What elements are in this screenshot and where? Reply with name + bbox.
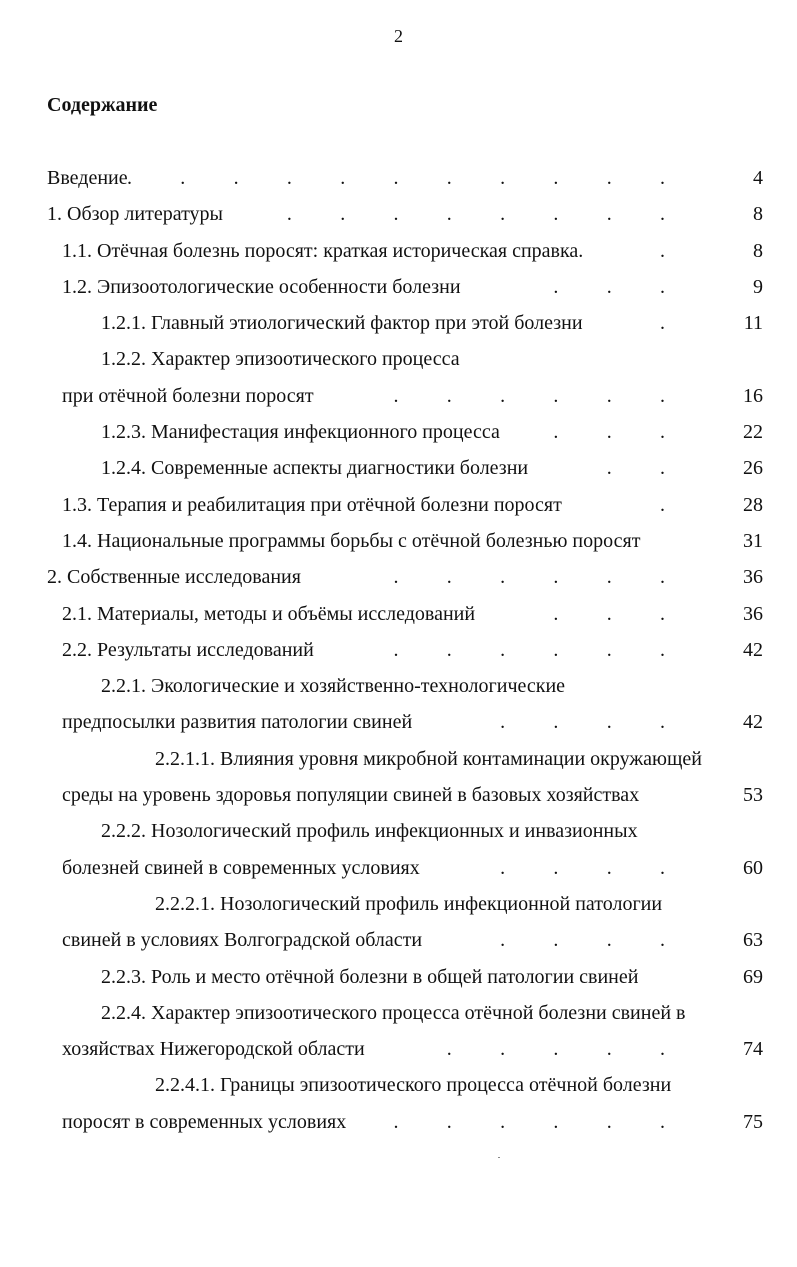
leader-dot: . xyxy=(553,1038,559,1061)
toc-entry-page: 9 xyxy=(753,275,763,298)
leader-dot: . xyxy=(500,203,506,226)
leader-dot: . xyxy=(500,711,506,734)
leader-dot: . xyxy=(660,711,665,734)
leader-dot: . xyxy=(606,384,612,407)
toc-entry[interactable] xyxy=(0,995,797,1031)
toc-entry[interactable] xyxy=(0,1104,797,1140)
leader-dot: . xyxy=(393,566,399,589)
leader-dot: . xyxy=(500,384,506,407)
leader-dot: . xyxy=(446,1110,452,1133)
toc-entry-text: 2.2.2. Нозологический профиль инфекционных и инвазионных xyxy=(101,820,638,843)
toc-entry-text: 2.2.1. Экологические и хозяйственно-технологические xyxy=(101,675,566,698)
leader-dot: . xyxy=(446,566,452,589)
toc-entry-page: 8 xyxy=(753,239,763,262)
leader-dot: . xyxy=(606,421,612,444)
toc-entry-page: 63 xyxy=(743,929,763,952)
toc-entry[interactable] xyxy=(0,269,797,305)
toc-entry-text: свиней в условиях Волгоградской области xyxy=(62,929,423,952)
toc-entry[interactable] xyxy=(0,487,797,523)
toc-entry[interactable] xyxy=(0,341,797,377)
leader-dot: . xyxy=(606,856,612,879)
toc-title: Содержание xyxy=(47,94,158,116)
toc-entry-text: среды на уровень здоровья популяции свиней в базовых хозяйствах xyxy=(62,784,640,807)
toc-entry[interactable] xyxy=(0,959,797,995)
toc-entry-page: 16 xyxy=(743,384,763,407)
toc-entry-page: 28 xyxy=(743,493,763,516)
scan-speck xyxy=(498,1157,500,1158)
toc-entry-text: поросят в современных условиях xyxy=(62,1110,347,1133)
leader-dot: . xyxy=(553,1110,559,1133)
toc-entry-page: 4 xyxy=(753,167,763,189)
leader-dot: . xyxy=(500,638,506,661)
leader-dot: . xyxy=(606,602,612,625)
leader-dot: . xyxy=(553,638,559,661)
leader-dot: . xyxy=(340,203,346,226)
toc-entry-page: 8 xyxy=(753,203,763,226)
toc-entry-text: 2.2.3. Роль и место отёчной болезни в общей патологии свиней xyxy=(101,965,639,988)
leader-dot: . xyxy=(553,856,559,879)
leader-dot: . xyxy=(500,929,506,952)
toc-entry[interactable] xyxy=(0,668,797,704)
toc-entry-text: хозяйствах Нижегородской области xyxy=(62,1038,365,1061)
toc-entry-text: 1.2.2. Характер эпизоотического процесса xyxy=(101,348,460,371)
leader-dot: . xyxy=(660,421,665,444)
toc-entry-text: 1.2.3. Манифестация инфекционного процесса xyxy=(101,421,500,444)
toc-entry-text: 2.2.4. Характер эпизоотического процесса отёчной болезни свиней в xyxy=(101,1001,686,1024)
leader-dot: . xyxy=(606,711,612,734)
leader-dot: . xyxy=(500,167,506,189)
leader-dot: . xyxy=(127,167,132,189)
leader-dot: . xyxy=(553,421,559,444)
leader-dot: . xyxy=(606,1110,612,1133)
leader-dot: . xyxy=(446,203,452,226)
leader-dot: . xyxy=(553,929,559,952)
toc-entry[interactable] xyxy=(0,741,797,777)
toc-entry-text: 1.4. Национальные программы борьбы с отёчной болезнью поросят xyxy=(62,529,641,552)
leader-dot: . xyxy=(660,275,665,298)
toc-entry[interactable] xyxy=(0,233,797,269)
toc-entry-text: при отёчной болезни поросят xyxy=(62,384,314,407)
toc-entry[interactable] xyxy=(0,160,797,196)
toc-entry[interactable] xyxy=(0,596,797,632)
leader-dot: . xyxy=(180,167,186,189)
leader-dot: . xyxy=(660,384,665,407)
toc-entry[interactable] xyxy=(0,559,797,595)
leader-dot: . xyxy=(393,167,399,189)
leader-dot: . xyxy=(660,856,665,879)
toc-entry-text: Введение xyxy=(47,167,128,189)
toc-entry[interactable] xyxy=(0,886,797,922)
leader-dot: . xyxy=(553,203,559,226)
leader-dot: . xyxy=(660,1038,665,1061)
leader-dot: . xyxy=(553,566,559,589)
toc-entry-page: 26 xyxy=(743,457,763,480)
toc-entry-text: 1.2. Эпизоотологические особенности болезни xyxy=(62,275,461,298)
toc-entry-text: 1.2.4. Современные аспекты диагностики болезни xyxy=(101,457,529,480)
leader-dot: . xyxy=(660,638,665,661)
leader-dot: . xyxy=(660,929,665,952)
leader-dot: . xyxy=(606,275,612,298)
leader-dot: . xyxy=(340,167,346,189)
table-of-contents xyxy=(0,160,797,1140)
toc-entry[interactable] xyxy=(0,850,797,886)
toc-entry[interactable] xyxy=(0,305,797,341)
leader-dot: . xyxy=(660,239,665,262)
toc-entry[interactable] xyxy=(0,777,797,813)
toc-entry-page: 74 xyxy=(743,1038,763,1061)
leader-dot: . xyxy=(393,638,399,661)
toc-entry-page: 11 xyxy=(743,312,763,335)
leader-dot: . xyxy=(660,493,665,516)
toc-entry-page: 36 xyxy=(743,602,763,625)
leader-dot: . xyxy=(660,566,665,589)
leader-dot: . xyxy=(446,1038,452,1061)
toc-entry-text: 2.2.2.1. Нозологический профиль инфекционной патологии xyxy=(155,892,663,915)
leader-dot: . xyxy=(286,203,292,226)
toc-entry-page: 36 xyxy=(743,566,763,589)
leader-dot: . xyxy=(606,203,612,226)
leader-dot: . xyxy=(393,203,399,226)
toc-entry-page: 69 xyxy=(743,965,763,988)
leader-dot: . xyxy=(606,1038,612,1061)
leader-dot: . xyxy=(660,457,665,480)
leader-dot: . xyxy=(500,1110,506,1133)
leader-dot: . xyxy=(606,566,612,589)
toc-entry-text: 2.2.1.1. Влияния уровня микробной контаминации окружающей xyxy=(155,747,702,770)
toc-entry-page: 22 xyxy=(743,421,763,444)
leader-dot: . xyxy=(500,566,506,589)
toc-entry[interactable] xyxy=(0,813,797,849)
leader-dot: . xyxy=(606,929,612,952)
leader-dot: . xyxy=(500,856,506,879)
toc-entry[interactable] xyxy=(0,414,797,450)
leader-dot: . xyxy=(660,167,665,189)
toc-entry-text: 1. Обзор литературы xyxy=(47,203,223,226)
toc-entry[interactable] xyxy=(0,704,797,740)
leader-dot: . xyxy=(553,167,559,189)
toc-entry-page: 42 xyxy=(743,638,763,661)
toc-entry-page: 53 xyxy=(743,784,763,807)
leader-dot: . xyxy=(446,638,452,661)
leader-dot: . xyxy=(606,457,612,480)
toc-entry-text: 2.2. Результаты исследований xyxy=(62,638,314,661)
toc-entry-page: 31 xyxy=(743,529,763,552)
leader-dot: . xyxy=(660,312,665,335)
toc-entry[interactable] xyxy=(0,378,797,414)
toc-entry-page: 75 xyxy=(743,1110,763,1133)
leader-dot: . xyxy=(606,638,612,661)
toc-entry[interactable] xyxy=(0,196,797,232)
leader-dot: . xyxy=(660,1110,665,1133)
toc-entry-text: 2.1. Материалы, методы и объёмы исследований xyxy=(62,602,476,625)
leader-dot: . xyxy=(553,275,559,298)
toc-entry-page: 42 xyxy=(743,711,763,734)
leader-dot: . xyxy=(553,384,559,407)
leader-dot: . xyxy=(660,203,665,226)
toc-entry-text: 2.2.4.1. Границы эпизоотического процесса отёчной болезни xyxy=(155,1074,672,1097)
toc-entry-text: 1.1. Отёчная болезнь поросят: краткая историческая справка. xyxy=(62,239,584,262)
toc-entry[interactable] xyxy=(0,1031,797,1067)
leader-dot: . xyxy=(553,602,559,625)
toc-entry-text: предпосылки развития патологии свиней xyxy=(62,711,413,734)
leader-dot: . xyxy=(606,167,612,189)
toc-entry-page: 60 xyxy=(743,856,763,879)
leader-dot: . xyxy=(660,602,665,625)
leader-dot: . xyxy=(553,711,559,734)
toc-entry[interactable] xyxy=(0,450,797,486)
toc-entry[interactable] xyxy=(0,922,797,958)
leader-dot: . xyxy=(393,1110,399,1133)
toc-entry-text: 1.3. Терапия и реабилитация при отёчной болезни поросят xyxy=(62,493,562,516)
leader-dot: . xyxy=(393,384,399,407)
toc-entry[interactable] xyxy=(0,1067,797,1103)
leader-dot: . xyxy=(446,167,452,189)
toc-entry-text: болезней свиней в современных условиях xyxy=(62,856,420,879)
toc-entry-text: 2. Собственные исследования xyxy=(47,566,301,589)
leader-dot: . xyxy=(446,384,452,407)
leader-dot: . xyxy=(233,167,239,189)
toc-entry-text: 1.2.1. Главный этиологический фактор при этой болезни xyxy=(101,312,583,335)
page-number: 2 xyxy=(394,26,403,46)
leader-dot: . xyxy=(286,167,292,189)
leader-dot: . xyxy=(500,1038,506,1061)
toc-entry[interactable] xyxy=(0,523,797,559)
toc-entry[interactable] xyxy=(0,632,797,668)
